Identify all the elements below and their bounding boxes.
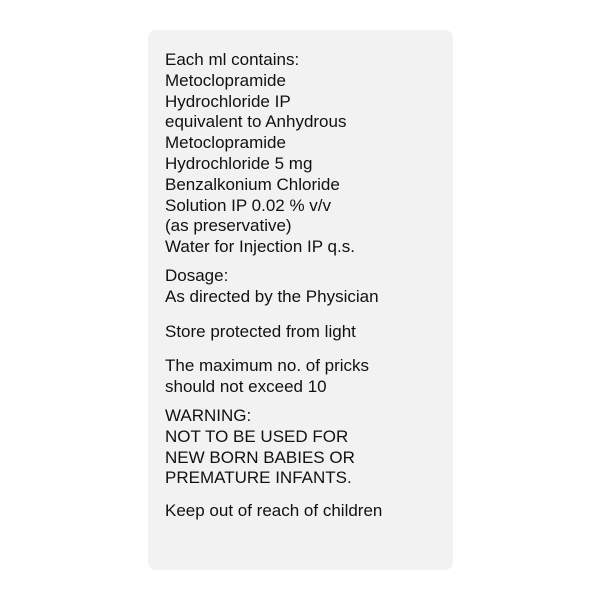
composition-line: Water for Injection IP q.s. [165,237,355,257]
composition-line: Metoclopramide [165,70,286,90]
pricks-line: should not exceed 10 [165,377,327,397]
composition-line: equivalent to Anhydrous [165,112,347,132]
composition-section [165,50,443,258]
warning-line: PREMATURE INFANTS. [165,468,352,488]
storage-section [165,322,443,343]
warning-line: NOT TO BE USED FOR [165,426,349,446]
dosage-heading: Dosage: [165,265,229,285]
composition-line: (as preservative) [165,216,292,236]
medicine-label [148,30,453,570]
pricks-section [165,356,443,398]
composition-heading: Each ml contains: [165,50,300,69]
pricks-line: The maximum no. of pricks [165,356,370,376]
warning-line: NEW BORN BABIES OR [165,447,355,467]
composition-line: Metoclopramide [165,133,286,153]
composition-line: Hydrochloride 5 mg [165,153,313,173]
storage-text: Store protected from light [165,321,356,341]
composition-line: Hydrochloride IP [165,91,291,111]
keep-away-text: Keep out of reach of children [165,501,383,521]
warning-section [165,406,443,489]
children-section [165,501,443,522]
composition-line: Benzalkonium Chloride [165,174,340,194]
dosage-section [165,266,443,308]
composition-line: Solution IP 0.02 % v/v [165,195,332,215]
warning-heading: WARNING: [165,405,252,425]
dosage-text: As directed by the Physician [165,286,379,306]
